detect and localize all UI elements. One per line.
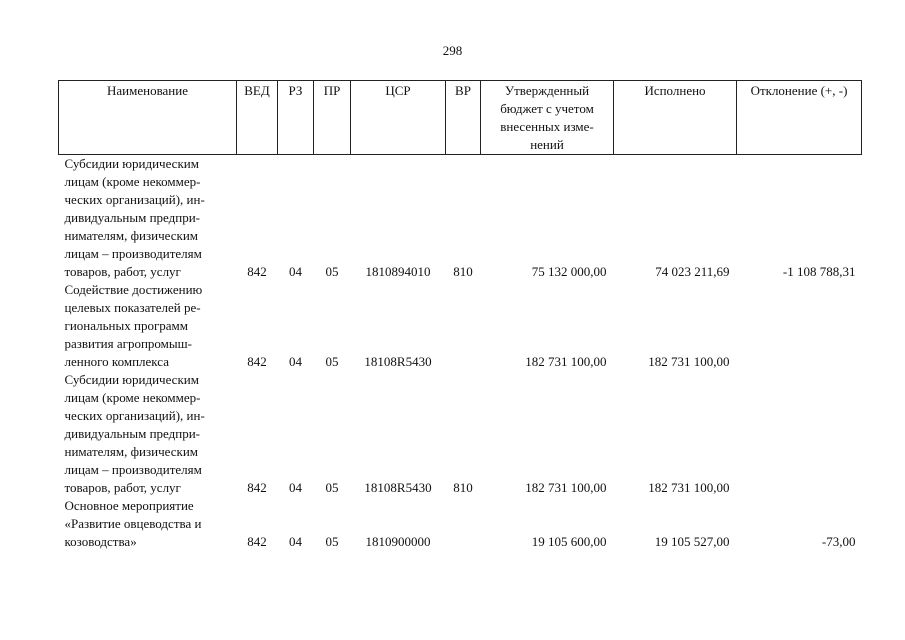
row-ved: 842 bbox=[247, 264, 267, 279]
row-executed: 182 731 100,00 bbox=[648, 354, 730, 369]
row-pr: 05 bbox=[325, 534, 339, 549]
row-name: Содействие достижению целевых показателей ре- гиональных программ развития агропромыш- ленного комплекса bbox=[64, 282, 203, 369]
row-csr: 18108R5430 bbox=[364, 354, 432, 369]
row-approved: 182 731 100,00 bbox=[525, 480, 607, 495]
header-csr: ЦСР bbox=[351, 81, 446, 155]
row-rz: 04 bbox=[289, 354, 302, 369]
header-ved: ВЕД bbox=[237, 81, 278, 155]
row-executed: 74 023 211,69 bbox=[655, 264, 730, 279]
row-approved: 19 105 600,00 bbox=[531, 534, 607, 549]
row-vr: 810 bbox=[453, 264, 473, 279]
header-name: Наименование bbox=[59, 81, 237, 155]
row-ved: 842 bbox=[247, 480, 267, 495]
row-deviation bbox=[737, 281, 862, 371]
page-number: 298 bbox=[442, 43, 463, 58]
header-pr: ПР bbox=[314, 81, 351, 155]
row-deviation: -73,00 bbox=[821, 534, 856, 549]
row-rz: 04 bbox=[289, 264, 302, 279]
row-approved: 182 731 100,00 bbox=[525, 354, 607, 369]
row-pr: 05 bbox=[325, 264, 339, 279]
header-deviation: Отклонение (+, -) bbox=[737, 81, 862, 155]
row-name: Субсидии юридическим лицам (кроме некоммер- ческих организаций), ин- дивидуальным предпри- нимателям, физическим лицам – производителям товаров, работ, услуг bbox=[64, 156, 205, 279]
row-csr: 18108R5430 bbox=[364, 480, 432, 495]
row-executed: 19 105 527,00 bbox=[654, 534, 730, 549]
row-rz: 04 bbox=[289, 480, 302, 495]
row-vr bbox=[446, 497, 481, 551]
table-row bbox=[59, 371, 862, 497]
table-row bbox=[59, 497, 862, 551]
row-ved: 842 bbox=[247, 354, 267, 369]
row-vr: 810 bbox=[453, 480, 473, 495]
row-name: Основное мероприятие «Развитие овцеводства и козоводства» bbox=[64, 498, 202, 549]
table-row bbox=[59, 281, 862, 371]
header-executed: Исполнено bbox=[614, 81, 737, 155]
budget-execution-table bbox=[58, 80, 862, 551]
row-ved: 842 bbox=[247, 534, 267, 549]
row-pr: 05 bbox=[325, 354, 339, 369]
table-header-row bbox=[59, 81, 862, 155]
row-csr: 1810900000 bbox=[365, 534, 431, 549]
row-executed: 182 731 100,00 bbox=[648, 480, 730, 495]
row-pr: 05 bbox=[325, 480, 339, 495]
row-name: Субсидии юридическим лицам (кроме некоммер- ческих организаций), ин- дивидуальным предпри- нимателям, физическим лицам – производителям товаров, работ, услуг bbox=[64, 372, 205, 495]
row-deviation bbox=[737, 371, 862, 497]
table-row bbox=[59, 155, 862, 282]
row-csr: 1810894010 bbox=[365, 264, 431, 279]
row-approved: 75 132 000,00 bbox=[531, 264, 607, 279]
header-approved-budget: Утвержденный бюджет с учетом внесенных изме-нений bbox=[481, 81, 614, 155]
row-rz: 04 bbox=[289, 534, 302, 549]
header-rz: РЗ bbox=[278, 81, 314, 155]
row-deviation: -1 108 788,31 bbox=[782, 264, 856, 279]
row-vr bbox=[446, 281, 481, 371]
header-vr: ВР bbox=[446, 81, 481, 155]
